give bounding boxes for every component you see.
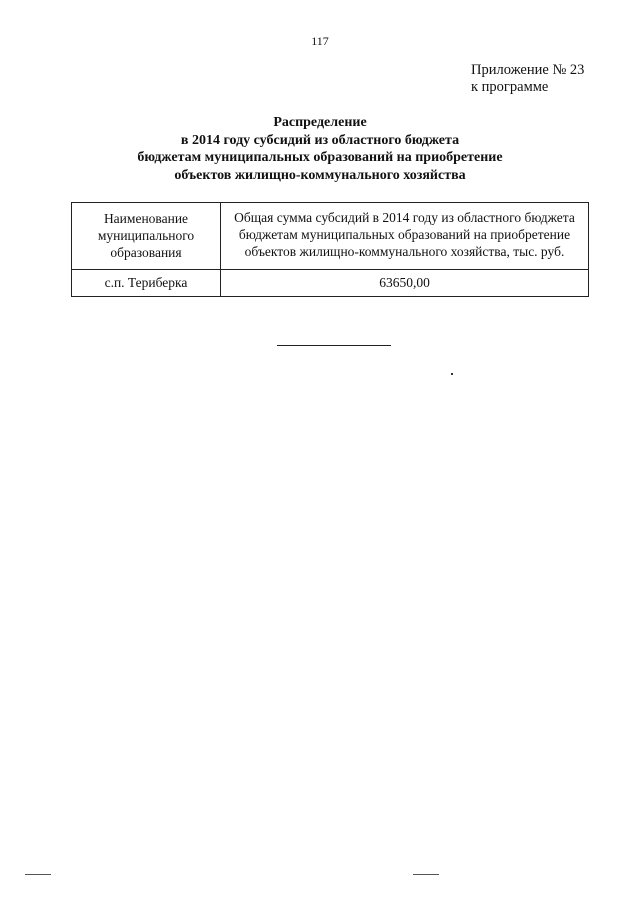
footer-mark-right xyxy=(413,874,439,875)
appendix-line: к программе xyxy=(471,79,549,95)
table-header-row xyxy=(72,203,589,270)
document-title xyxy=(0,114,640,184)
appendix-line: Приложение № 23 xyxy=(471,62,585,78)
page-number: 117 xyxy=(311,34,329,48)
title-line: в 2014 году субсидий из областного бюджета xyxy=(180,132,460,148)
title-line: бюджетам муниципальных образований на приобретение xyxy=(137,150,503,165)
footer-mark-left xyxy=(25,874,51,875)
distribution-table xyxy=(71,202,589,297)
appendix-reference xyxy=(471,62,584,96)
cell-amount: 63650,00 xyxy=(221,270,589,297)
stray-dot xyxy=(451,373,453,375)
cell-municipality: с.п. Териберка xyxy=(72,270,221,297)
header-municipality: Наименование муниципального образования xyxy=(72,203,221,270)
title-line: Распределение xyxy=(273,115,367,130)
header-subsidy-amount: Общая сумма субсидий в 2014 году из областного бюджета бюджетам муниципальных образований на приобретение объектов жилищно-коммунального хозяйства, тыс. руб. xyxy=(221,203,589,270)
end-separator-line xyxy=(277,345,391,346)
title-line: объектов жилищно-коммунального хозяйства xyxy=(174,167,466,183)
table-row xyxy=(72,270,589,297)
